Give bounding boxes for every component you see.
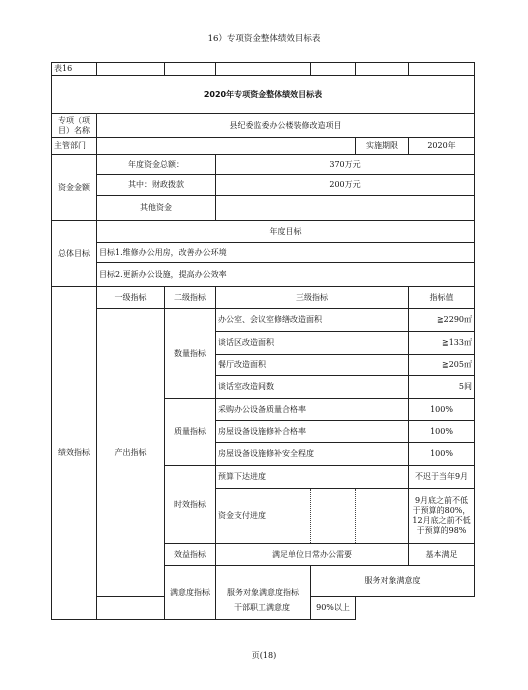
header-level3: 三级指标	[216, 287, 409, 309]
dept-value	[97, 138, 356, 155]
period-value: 2020年	[409, 138, 475, 155]
fund-fiscal: 200万元	[216, 175, 475, 196]
header-level1: 一级指标	[97, 287, 165, 309]
project-name: 县纪委监委办公楼装修改造项目	[97, 114, 475, 138]
table-title: 2020年专项资金整体绩效目标表	[52, 76, 475, 114]
project-name-label: 专项（项目）名称	[52, 114, 97, 138]
service-label: 服务对象满意度指标	[216, 566, 311, 620]
fund-other	[216, 196, 475, 221]
indicator-name: 干部职工满意度	[97, 597, 311, 620]
dept-label: 主管部门	[52, 138, 97, 155]
fund-label: 资金金额	[52, 155, 97, 221]
header-level2: 二级指标	[165, 287, 216, 309]
goal-item: 目标1.维修办公用房，改善办公环境	[97, 243, 475, 263]
period-label: 实施期限	[356, 138, 409, 155]
table-number: 表16	[52, 63, 97, 76]
indicator-name: 谈话室改造间数	[216, 376, 409, 399]
indicator-name: 餐厅改造面积	[216, 355, 409, 376]
indicator-name: 资金支付进度	[216, 489, 311, 544]
indicator-value: 90%以上	[311, 597, 356, 620]
indicator-name: 采购办公设备质量合格率	[216, 399, 409, 421]
indicator-name: 办公室、会议室修缮改造面积	[216, 309, 409, 332]
indicator-value: ≧133㎡	[409, 332, 475, 355]
fund-total-label: 年度资金总额：	[97, 155, 216, 175]
indicator-name: 谈话区改造面积	[216, 332, 409, 355]
performance-goal-table	[51, 62, 475, 620]
quality-label: 质量指标	[165, 399, 216, 466]
indicator-value: 不迟于当年9月	[409, 466, 475, 489]
timeliness-label: 时效指标	[165, 466, 216, 544]
fund-total: 370万元	[216, 155, 475, 175]
indicator-value: 9月底之前不低于预算的80%，12月底之前不低于预算的98%	[409, 489, 475, 544]
indicator-name: 房屋设备设施修补安全程度	[216, 443, 409, 466]
quantity-label: 数量指标	[165, 309, 216, 399]
indicator-value: 基本满足	[409, 544, 475, 566]
page-footer: 页(18)	[251, 651, 277, 660]
indicator-value: ≧2290㎡	[409, 309, 475, 332]
indicator-value: 5间	[409, 376, 475, 399]
annual-goal-header: 年度目标	[97, 221, 475, 243]
output-label: 产出指标	[97, 309, 165, 597]
indicator-value: 100%	[409, 399, 475, 421]
indicator-name: 满足单位日常办公需要	[216, 544, 409, 566]
goal-item: 目标2.更新办公设施，提高办公效率	[97, 263, 475, 287]
indicator-name: 服务对象满意度	[311, 566, 475, 597]
fund-fiscal-label: 其中：财政拨款	[97, 175, 216, 196]
indicator-name: 房屋设备设施修补合格率	[216, 421, 409, 443]
indicator-name: 预算下达进度	[216, 466, 409, 489]
fund-other-label: 其他资金	[97, 196, 216, 221]
indicator-value: 100%	[409, 421, 475, 443]
perf-label: 绩效指标	[52, 287, 97, 620]
benefit-label: 效益指标	[165, 544, 216, 566]
indicator-value: ≧205㎡	[409, 355, 475, 376]
satisfaction-label: 满意度指标	[165, 566, 216, 620]
page-heading: 16）专项资金整体绩效目标表	[207, 34, 321, 44]
goal-label: 总体目标	[52, 221, 97, 287]
indicator-value: 100%	[409, 443, 475, 466]
header-value: 指标值	[409, 287, 475, 309]
